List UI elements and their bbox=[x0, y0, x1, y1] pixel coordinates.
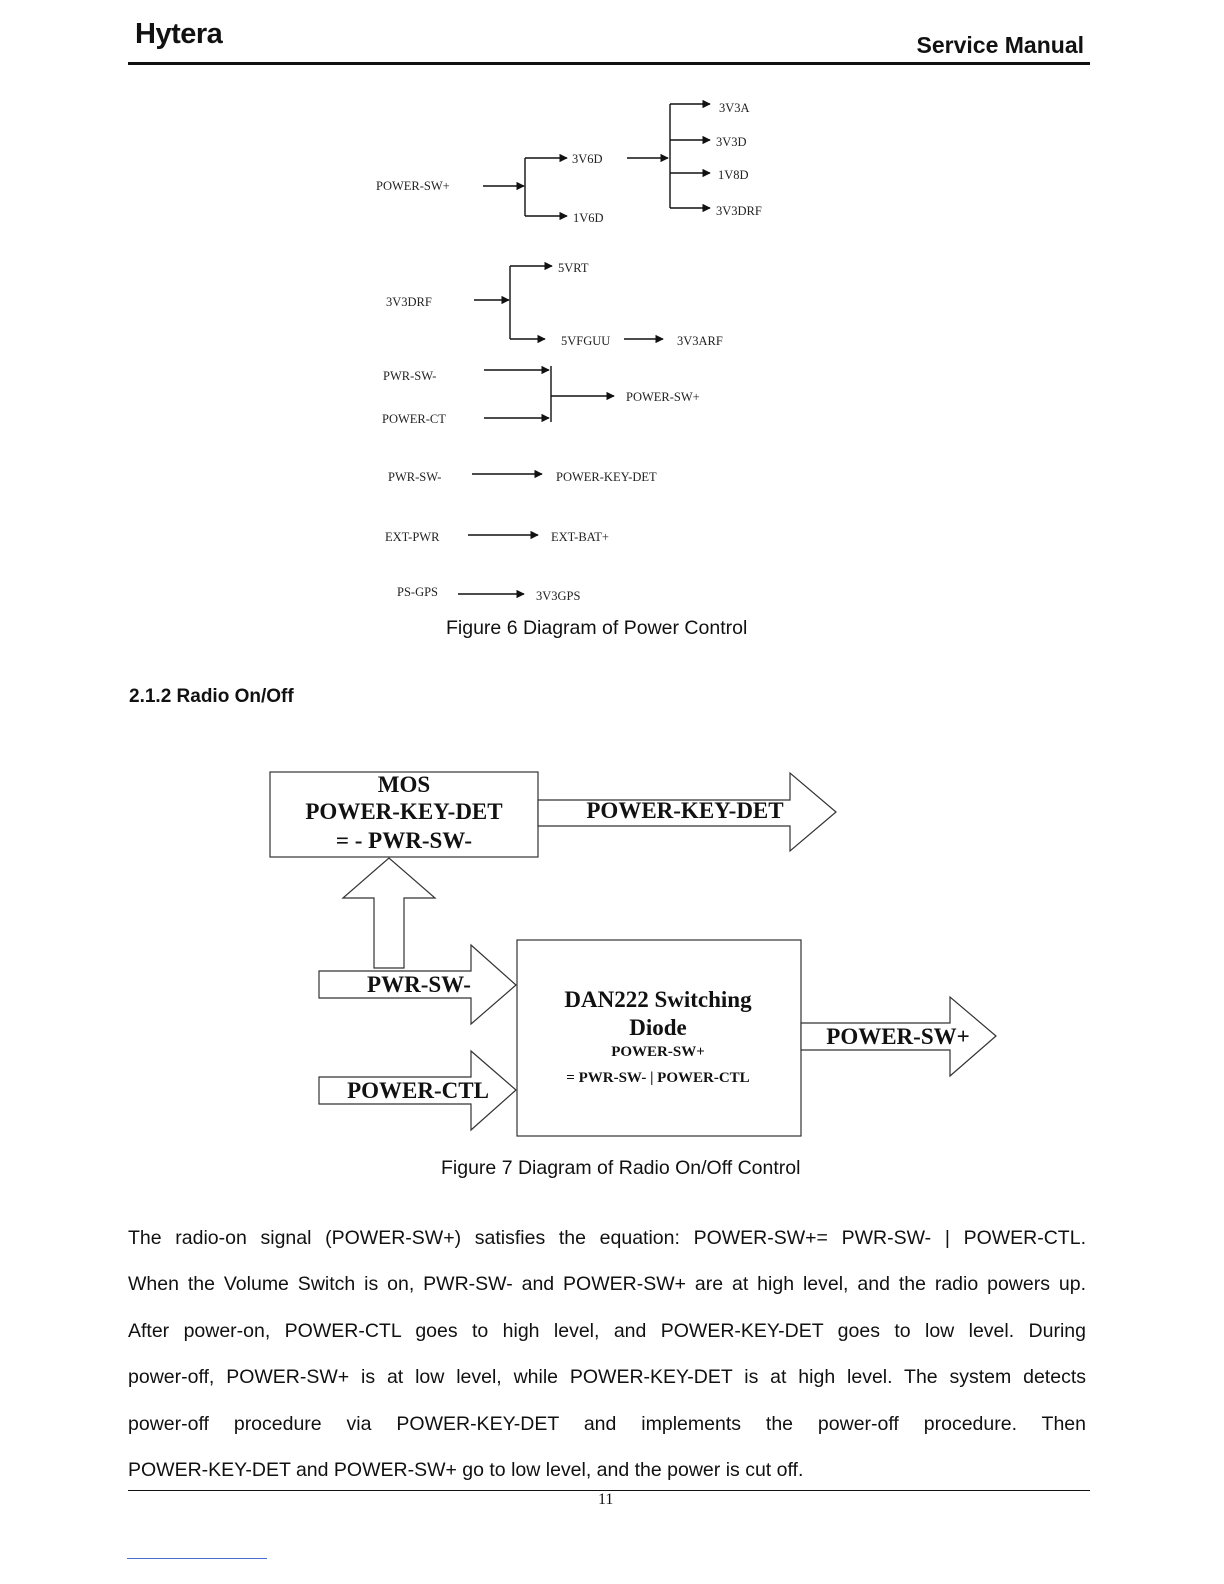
signal-power-ct: POWER-CT bbox=[382, 412, 446, 426]
body-line-4: power-off, POWER-SW+ is at low level, while POWER-KEY-DET is at high level. The system detects bbox=[128, 1366, 1086, 1388]
dan222-subtitle: Diode bbox=[629, 1015, 687, 1040]
signal-power-sw-plus: POWER-SW+ bbox=[376, 179, 450, 193]
pwr-sw-label: PWR-SW- bbox=[367, 972, 471, 997]
body-line-1: The radio-on signal (POWER-SW+) satisfies the equation: POWER-SW+= PWR-SW- | POWER-CTL. bbox=[128, 1227, 1086, 1249]
signal-ps-gps: PS-GPS bbox=[397, 585, 438, 599]
power-ctl-label: POWER-CTL bbox=[347, 1078, 489, 1103]
signal-pwr-sw-b: PWR-SW- bbox=[388, 470, 442, 484]
dan222-equation: = PWR-SW- | POWER-CTL bbox=[566, 1070, 750, 1086]
signal-3v3drf-input: 3V3DRF bbox=[386, 295, 432, 309]
signal-3v3drf: 3V3DRF bbox=[716, 204, 762, 218]
mos-equation-right: = - PWR-SW- bbox=[335, 828, 473, 853]
page-number: 11 bbox=[598, 1491, 614, 1508]
signal-3v3gps: 3V3GPS bbox=[536, 589, 581, 603]
signal-3v3d: 3V3D bbox=[716, 135, 747, 149]
power-sw-plus-label: POWER-SW+ bbox=[826, 1024, 970, 1049]
dan222-output: POWER-SW+ bbox=[611, 1044, 705, 1060]
signal-ext-pwr: EXT-PWR bbox=[385, 530, 440, 544]
signal-3v6d: 3V6D bbox=[572, 152, 603, 166]
signal-pwr-sw-a: PWR-SW- bbox=[383, 369, 437, 383]
header-title: Service Manual bbox=[916, 32, 1084, 58]
brand-logo: Hytera bbox=[135, 18, 223, 50]
mos-equation-left: POWER-KEY-DET bbox=[305, 799, 503, 824]
body-line-2: When the Volume Switch is on, PWR-SW- and POWER-SW+ are at high level, and the radio powers up. bbox=[128, 1273, 1086, 1295]
signal-ext-bat: EXT-BAT+ bbox=[551, 530, 609, 544]
body-line-5: power-off procedure via POWER-KEY-DET and implements the power-off procedure. Then bbox=[128, 1413, 1086, 1435]
signal-3v3arf: 3V3ARF bbox=[677, 334, 723, 348]
power-key-det-label: POWER-KEY-DET bbox=[586, 798, 784, 823]
mos-title: MOS bbox=[377, 772, 431, 797]
figure6-caption: Figure 6 Diagram of Power Control bbox=[446, 617, 748, 639]
body-line-6: POWER-KEY-DET and POWER-SW+ go to low level, and the power is cut off. bbox=[128, 1459, 804, 1481]
signal-5vrt: 5VRT bbox=[558, 261, 589, 275]
signal-1v6d: 1V6D bbox=[573, 211, 604, 225]
signal-5vfguu: 5VFGUU bbox=[561, 334, 611, 348]
signal-power-key-det: POWER-KEY-DET bbox=[556, 470, 657, 484]
figure7-caption: Figure 7 Diagram of Radio On/Off Control bbox=[441, 1157, 801, 1179]
signal-power-sw-out: POWER-SW+ bbox=[626, 390, 700, 404]
dan222-title: DAN222 Switching bbox=[564, 987, 752, 1012]
section-heading: 2.1.2 Radio On/Off bbox=[129, 686, 294, 707]
body-line-3: After power-on, POWER-CTL goes to high level, and POWER-KEY-DET goes to low level. During bbox=[128, 1320, 1086, 1342]
footnote-rule bbox=[127, 1558, 267, 1559]
up-arrow bbox=[343, 858, 435, 968]
signal-3v3a: 3V3A bbox=[719, 101, 750, 115]
signal-1v8d: 1V8D bbox=[718, 168, 749, 182]
